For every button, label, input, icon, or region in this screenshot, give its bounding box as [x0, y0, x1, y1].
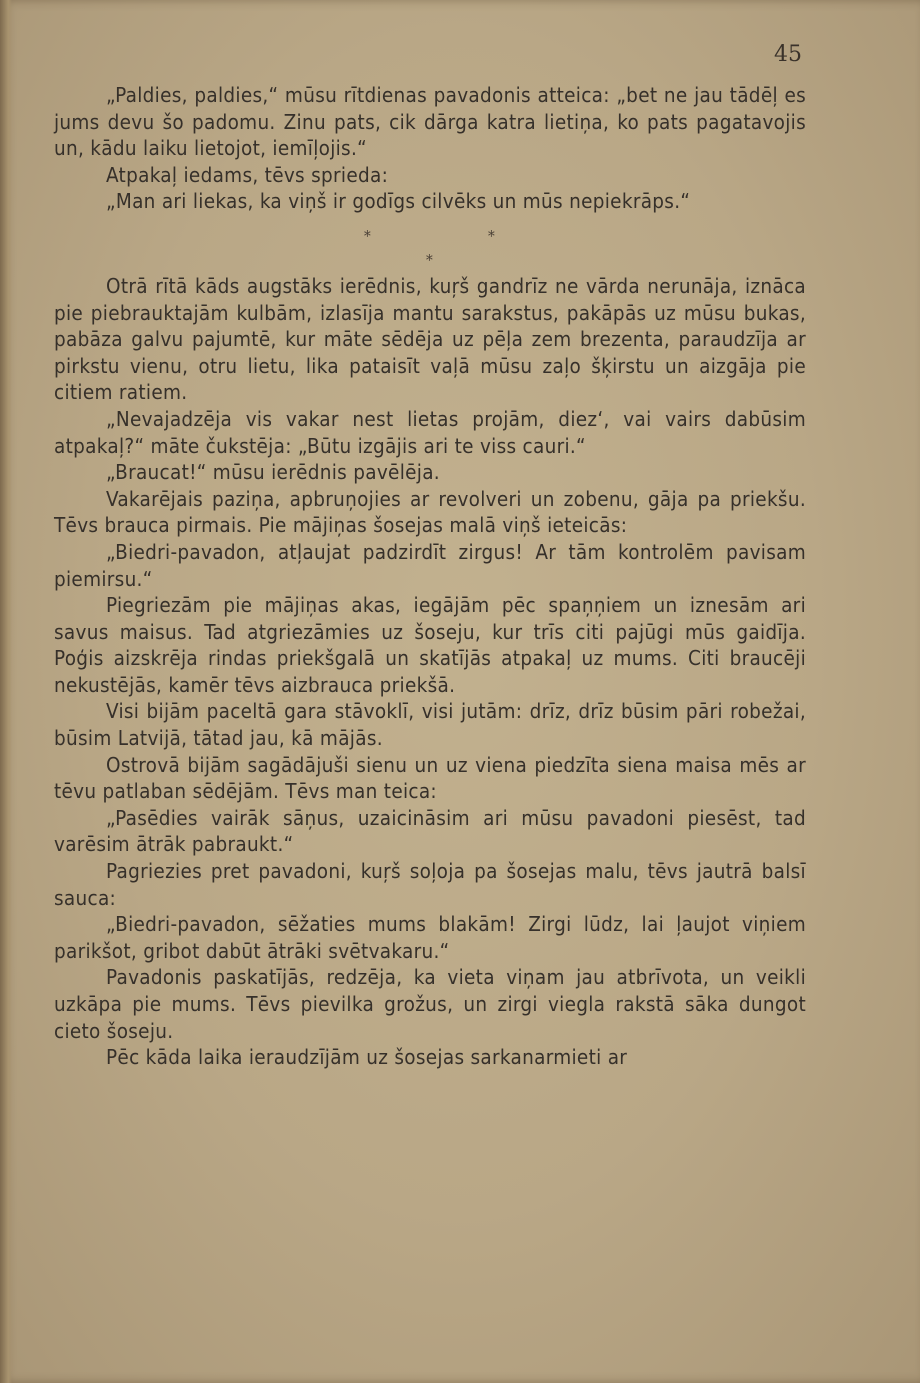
asterisk-left: * — [364, 226, 372, 245]
paragraph-16: Pēc kāda laika ieraudzījām uz šosejas sarkanarmieti ar — [106, 1045, 628, 1070]
body-text — [54, 82, 806, 1071]
paragraph-8: „Biedri-pavadon, atļaujat padzirdīt zirgus! Ar tām kontrolēm pavisam piemirsu.“ — [54, 539, 806, 591]
paragraph-12: „Pasēdies vairāk sāņus, uzaicināsim ari mūsu pavadoni piesēst, tad varēsim ātrāk pabraukt.“ — [54, 805, 806, 857]
paragraph-7: Vakarējais paziņa, apbruņojies ar revolveri un zobenu, gāja pa priekšu. Tēvs brauca pirmais. Pie mājiņas šosejas malā viņš ieteicās: — [54, 486, 806, 538]
paragraph-10: Visi bijām paceltā gara stāvoklī, visi jutām: drīz, drīz būsim pāri robežai, būsim Latvijā, tātad jau, kā mājās. — [54, 699, 806, 751]
section-break-asterisks — [54, 215, 806, 273]
paragraph-3: „Man ari liekas, ka viņš ir godīgs cilvēks un mūs nepiekrāps.“ — [106, 189, 691, 214]
paragraph-5: „Nevajadzēja vis vakar nest lietas projām, diez‘, vai vairs dabūsim atpakaļ?“ māte čukstēja: „Būtu izgājis ari te viss cauri.“ — [54, 406, 806, 458]
paragraph-6: „Braucat!“ mūsu ierēdnis pavēlēja. — [106, 460, 440, 485]
paragraph-11: Ostrovā bijām sagādājuši sienu un uz viena piedzīta siena maisa mēs ar tēvu patlaban sēdējām. Tēvs man teica: — [54, 752, 806, 804]
paragraph-14: „Biedri-pavadon, sēžaties mums blakām! Zirgi lūdz, lai ļaujot viņiem parikšot, gribot dabūt ātrāki svētvakaru.“ — [54, 912, 806, 963]
paragraph-1: „Paldies, paldies,“ mūsu rītdienas pavadonis atteica: „bet ne jau tādēļ es jums devu šo padomu. Zinu pats, cik dārga katra lietiņa, ko pats pagatavojis un, kādu laiku lietojot, iemīļojis.“ — [54, 83, 806, 161]
paragraph-2: Atpakaļ iedams, tēvs sprieda: — [106, 162, 389, 187]
page-number: 45 — [774, 42, 802, 67]
asterisk-right: * — [488, 226, 496, 245]
asterisk-center: * — [426, 250, 434, 269]
paragraph-15: Pavadonis paskatījās, redzēja, ka vieta viņam jau atbrīvota, un veikli uzkāpa pie mums. Tēvs pievilka grožus, un zirgi viegla rakstā sāka dungot cieto šoseju. — [54, 965, 806, 1043]
binding-edge — [0, 0, 12, 1383]
paragraph-4: Otrā rītā kāds augstāks ierēdnis, kuŗš gandrīz ne vārda nerunāja, iznāca pie piebrauktajām kulbām, izlasīja mantu sarakstus, pakāpās uz mūsu bukas, pabāza galvu pajumtē, kur māte sēdēja uz pēļa zem brezenta, paraudzīja ar pirkstu vienu, otru lietu, lika pataisīt vaļā mūsu zaļo šķirstu un aizgāja pie citiem ratiem. — [54, 273, 806, 405]
paragraph-13: Pagriezies pret pavadoni, kuŗš soļoja pa šosejas malu, tēvs jautrā balsī sauca: — [54, 859, 806, 910]
paragraph-9: Piegriezām pie mājiņas akas, iegājām pēc spaņņiem un iznesām ari savus maisus. Tad atgriezāmies uz šoseju, kur trīs citi pajūgi mūs gaidīja. Poģis aizskrēja rindas priekšgalā un skatījās atpakaļ uz mums. Citi braucēji nekustējās, kamēr tēvs aizbrauca priekšā. — [54, 593, 806, 697]
